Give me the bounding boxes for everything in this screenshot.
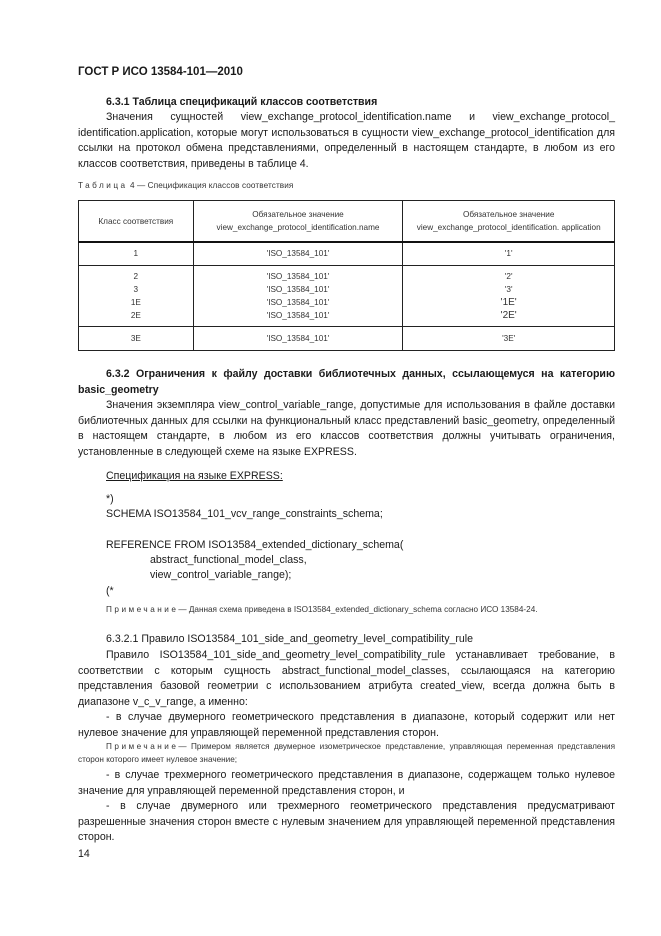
table-caption [78,181,293,190]
page-number: 14 [78,848,90,860]
express-line: (* [106,585,114,597]
cell-class: 3E [79,326,194,350]
document-header: ГОСТ Р ИСО 13584-101—2010 [78,66,243,78]
express-line: REFERENCE FROM ISO13584_extended_dictionary_schema( [106,539,404,551]
express-line: SCHEMA ISO13584_101_vcv_range_constraints_schema; [106,508,383,520]
cell-name: 'ISO_13584_101' [193,326,403,350]
section-6-3-1-paragraph: Значения сущностей view_exchange_protocol_identification.name и view_exchange_protocol_ identification.application, которые могут использоваться в сущности view_exchange_protocol_identification для ссылки на протокол обмена представлениями, определенный в настоящем стандарте, в любом из его классов соответствия, приведены в таблице 4. [78,111,615,170]
table-row [79,265,615,326]
cell-name: 'ISO_13584_101' 'ISO_13584_101' 'ISO_13584_101' 'ISO_13584_101' [193,265,403,326]
header-conformance-class: Класс соответствия [79,201,194,243]
conformance-class-table [78,200,615,351]
table-row [79,242,615,265]
express-line: view_control_variable_range); [150,569,292,581]
cell-class: 2 3 1E 2E [79,265,194,326]
express-spec-label: Спецификация на языке EXPRESS: [106,470,283,482]
express-line: *) [106,493,114,505]
express-line: abstract_functional_model_class, [150,554,307,566]
section-6-3-1-title: 6.3.1 Таблица спецификаций классов соответствия [106,96,378,108]
section-6-3-2-title: 6.3.2 Ограничения к файлу доставки библиотечных данных, ссылающемуся на категорию basic_geometry [78,368,615,396]
note-schema: Примечание— Данная схема приведена в ISO13584_extended_dictionary_schema согласно ИСО 13584-24. [106,605,538,614]
header-application-value: Обязательное значение view_exchange_protocol_identification. application [403,201,615,243]
list-item-2d: - в случае двумерного геометрического представления в диапазоне, который содержит или нет нулевое значение для управляющей переменной представления сторон. [78,711,615,739]
section-6-3-2-1-paragraph: Правило ISO13584_101_side_and_geometry_level_compatibility_rule устанавливает требование, в соответствии с которым сущность abstract_functional_model_classes, ссылающаяся на категорию представления базовой геометрии с использованием атрибута created_view, всегда должна быть в диапазоне v_c_v_range, а именно: [78,649,615,708]
table-row [79,326,615,350]
cell-application: '3E' [403,326,615,350]
list-item-2d-3d: - в случае двумерного или трехмерного геометрического представления предусматривают разрешенные значения сторон вместе с нулевым значением для управляющей переменной представления сторон. [78,800,615,844]
cell-application: '2' '3' '1E' '2E' [403,265,615,326]
cell-application: '1' [403,242,615,265]
note-example: Примечание— Примером является двумерное изометрическое представление, управляющая переменная представления сторон которого имеет нулевое значение; [78,742,615,764]
table-caption-prefix: Таблица [78,181,128,190]
section-6-3-2-paragraph: Значения экземпляра view_control_variable_range, допустимые для использования в файле доставки библиотечных данных для ссылки на функциональный класс представлений basic_geometry, определенный в настоящем стандарте, в любом из его классов соответствия должны учитывать ограничения, установленные в следующей схеме на языке EXPRESS. [78,399,615,458]
section-6-3-2-1-title: 6.3.2.1 Правило ISO13584_101_side_and_geometry_level_compatibility_rule [106,633,474,645]
cell-name: 'ISO_13584_101' [193,242,403,265]
cell-class: 1 [79,242,194,265]
table-header-row [79,201,615,243]
header-name-value: Обязательное значение view_exchange_protocol_identification.name [193,201,403,243]
table-caption-text: 4 — Спецификация классов соответствия [129,181,294,190]
list-item-3d: - в случае трехмерного геометрического представления в диапазоне, содержащем только нулевое значение для управляющей переменной представления сторон, и [78,769,615,797]
